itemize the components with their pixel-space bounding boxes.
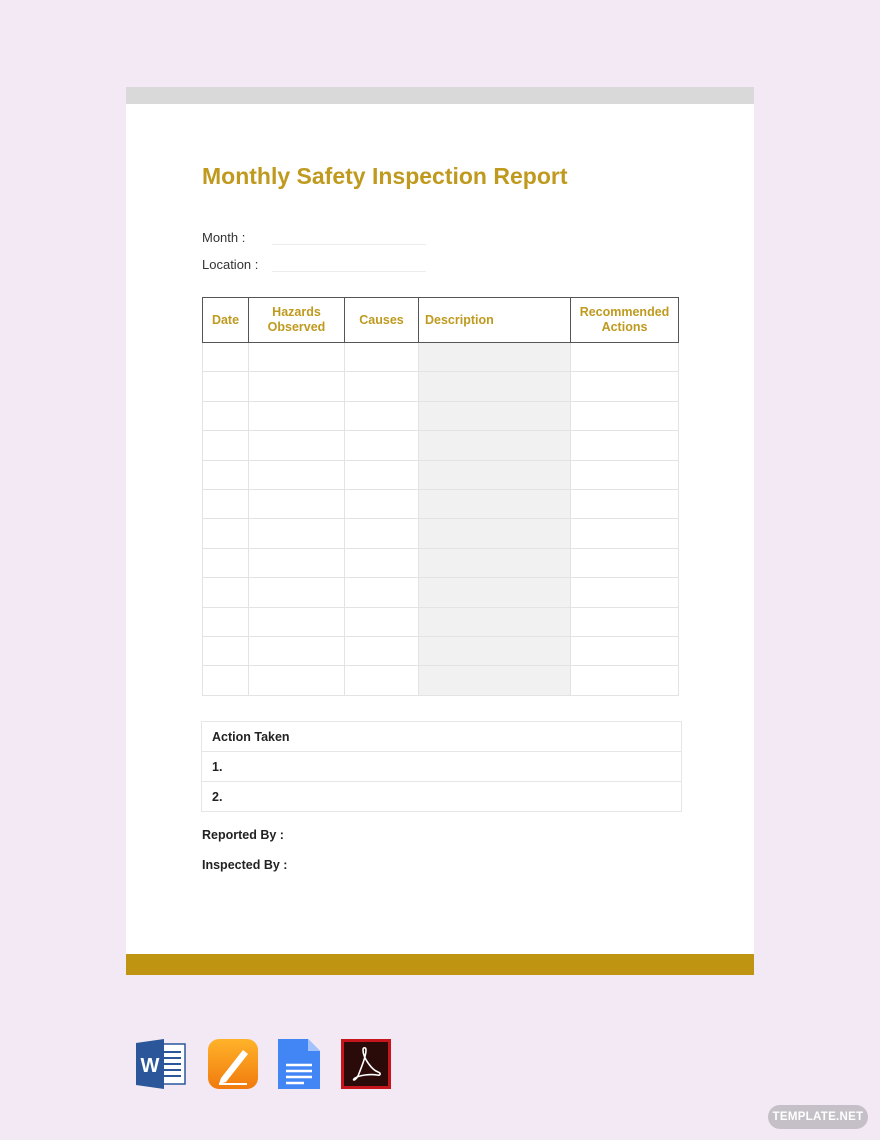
table-cell[interactable]: [571, 431, 679, 460]
document-footer-bar: [126, 954, 754, 975]
pdf-icon[interactable]: [340, 1038, 392, 1090]
table-cell[interactable]: [249, 548, 345, 577]
word-icon-glyph: W: [140, 1055, 160, 1077]
table-cell[interactable]: [571, 636, 679, 665]
table-cell[interactable]: [345, 636, 419, 665]
table-cell[interactable]: [419, 460, 571, 489]
column-header-date: Date: [203, 298, 249, 343]
table-row: [203, 578, 679, 607]
document-title: Monthly Safety Inspection Report: [202, 163, 568, 189]
location-label: Location :: [202, 257, 259, 272]
action-taken-header: Action Taken: [202, 722, 682, 752]
table-cell[interactable]: [249, 607, 345, 636]
action-taken-header-row: [202, 722, 682, 752]
table-row: [203, 666, 679, 695]
column-header-causes: Causes: [345, 298, 419, 343]
table-cell[interactable]: [571, 460, 679, 489]
table-header-row: [203, 298, 679, 343]
table-cell[interactable]: [345, 519, 419, 548]
list-item: [202, 752, 682, 782]
table-cell[interactable]: [345, 372, 419, 401]
table-cell[interactable]: [203, 578, 249, 607]
table-cell[interactable]: [345, 607, 419, 636]
table-cell[interactable]: [345, 548, 419, 577]
table-row: [203, 636, 679, 665]
table-cell[interactable]: [571, 548, 679, 577]
month-field: [202, 230, 245, 245]
table-cell[interactable]: [419, 578, 571, 607]
column-header-hazards: Hazards Observed: [249, 298, 345, 343]
table-cell[interactable]: [419, 666, 571, 695]
action-item-1[interactable]: 1.: [202, 752, 682, 782]
document-top-bar: [126, 87, 754, 104]
column-header-recommended-actions: Recommended Actions: [571, 298, 679, 343]
column-header-description: Description: [419, 298, 571, 343]
table-row: [203, 607, 679, 636]
month-underline: [272, 244, 426, 245]
list-item: [202, 782, 682, 812]
table-row: [203, 519, 679, 548]
table-cell[interactable]: [203, 548, 249, 577]
table-cell[interactable]: [203, 401, 249, 430]
table-cell[interactable]: [203, 666, 249, 695]
table-cell[interactable]: [249, 401, 345, 430]
table-cell[interactable]: [203, 489, 249, 518]
table-cell[interactable]: [203, 607, 249, 636]
table-row: [203, 548, 679, 577]
table-cell[interactable]: [419, 343, 571, 372]
table-cell[interactable]: [203, 372, 249, 401]
month-label: Month :: [202, 230, 246, 245]
table-cell[interactable]: [345, 666, 419, 695]
google-docs-icon[interactable]: [272, 1038, 324, 1090]
action-taken-table: [201, 721, 682, 812]
table-cell[interactable]: [249, 636, 345, 665]
inspected-by-label: Inspected By :: [202, 858, 288, 872]
table-cell[interactable]: [345, 489, 419, 518]
table-cell[interactable]: [571, 666, 679, 695]
table-cell[interactable]: [249, 578, 345, 607]
document-page: [126, 87, 754, 975]
location-underline: [272, 271, 426, 272]
table-cell[interactable]: [571, 519, 679, 548]
table-row: [203, 372, 679, 401]
table-cell[interactable]: [249, 489, 345, 518]
reported-by-label: Reported By :: [202, 828, 284, 842]
table-cell[interactable]: [345, 401, 419, 430]
table-row: [203, 343, 679, 372]
table-row: [203, 431, 679, 460]
location-field: [202, 257, 258, 272]
table-cell[interactable]: [571, 489, 679, 518]
table-cell[interactable]: [249, 519, 345, 548]
table-cell[interactable]: [249, 372, 345, 401]
template-net-watermark: TEMPLATE.NET: [768, 1105, 868, 1129]
table-cell[interactable]: [571, 401, 679, 430]
table-cell[interactable]: [571, 607, 679, 636]
table-cell[interactable]: [571, 578, 679, 607]
table-cell[interactable]: [249, 666, 345, 695]
table-cell[interactable]: [345, 578, 419, 607]
table-row: [203, 401, 679, 430]
table-cell[interactable]: [419, 372, 571, 401]
table-cell[interactable]: [419, 401, 571, 430]
table-cell[interactable]: [203, 431, 249, 460]
table-cell[interactable]: [203, 636, 249, 665]
table-cell[interactable]: [345, 460, 419, 489]
table-row: [203, 489, 679, 518]
table-cell[interactable]: [345, 343, 419, 372]
table-cell[interactable]: [203, 343, 249, 372]
table-cell[interactable]: [249, 431, 345, 460]
table-cell[interactable]: [419, 431, 571, 460]
table-cell[interactable]: [203, 519, 249, 548]
table-cell[interactable]: [345, 431, 419, 460]
inspection-table: [202, 297, 679, 696]
table-cell[interactable]: [419, 489, 571, 518]
table-cell[interactable]: [419, 548, 571, 577]
pages-icon[interactable]: [207, 1038, 259, 1090]
table-cell[interactable]: [419, 636, 571, 665]
word-icon[interactable]: [136, 1038, 188, 1090]
table-cell[interactable]: [571, 372, 679, 401]
table-cell[interactable]: [249, 460, 345, 489]
action-item-2[interactable]: 2.: [202, 782, 682, 812]
table-cell[interactable]: [419, 607, 571, 636]
table-row: [203, 460, 679, 489]
table-cell[interactable]: [419, 519, 571, 548]
table-cell[interactable]: [571, 343, 679, 372]
table-cell[interactable]: [249, 343, 345, 372]
table-cell[interactable]: [203, 460, 249, 489]
